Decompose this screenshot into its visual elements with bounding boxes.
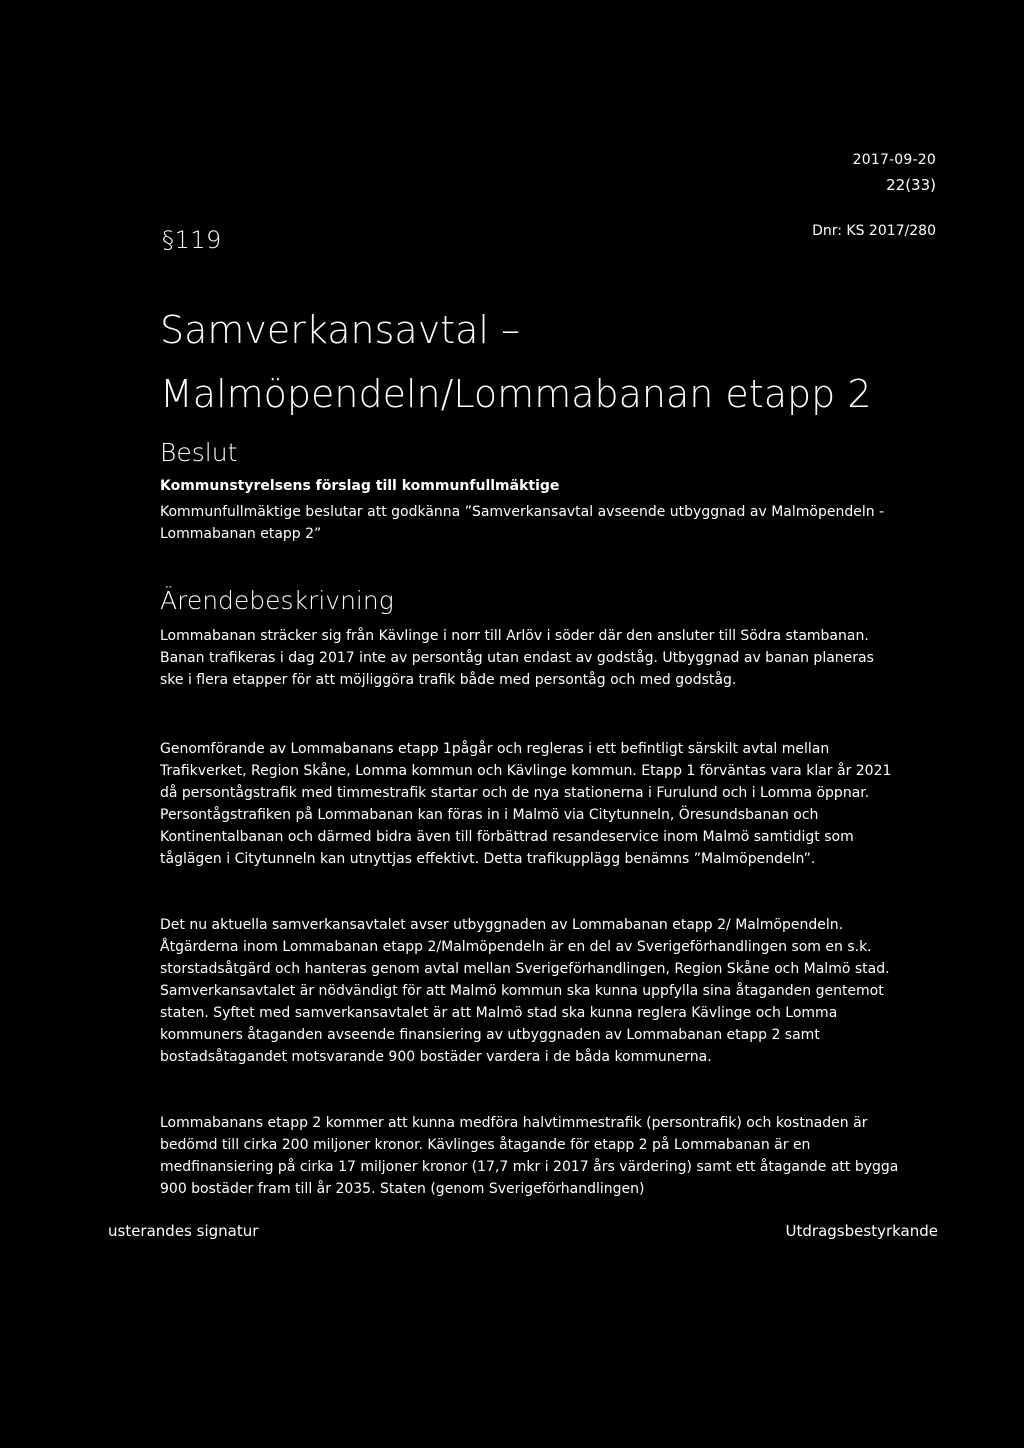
beslut-text: Kommunfullmäktige beslutar att godkänna ”Samverkansavtal avseende utbyggnad av Malmöpendeln - Lommabanan etapp 2”: [160, 504, 885, 542]
section-number: §119: [162, 226, 222, 254]
beslut-subheading: Kommunstyrelsens förslag till kommunfullmäktige: [160, 478, 560, 494]
document-date: 2017-09-20: [852, 152, 936, 168]
beslut-heading: Beslut: [160, 438, 238, 467]
arende-paragraph-2: Genomförande av Lommabanans etapp 1pågår och regleras i ett befintligt särskilt avtal mellan Trafikverket, Region Skåne, Lomma kommun och Kävlinge kommun. Etapp 1 förväntas vara klar år 2021 då persontågstrafik med timmestrafik startar och de nya stationerna i Furulund och i Lomma öppnar. Persontågstrafiken på Lommabanan kan föras in i Malmö via Citytunneln, Öresundsbanan och Kontinentalbanan och därmed bidra även till förbättrad resandeservice inom Malmö samtidigt som tåglägen i Citytunneln kan utnyttjas effektivt. Detta trafikupplägg benämns ”Malmöpendeln”.: [160, 741, 892, 867]
signature-label-right: Utdragsbestyrkande: [785, 1222, 938, 1240]
page-title: [160, 298, 940, 426]
diary-number: Dnr: KS 2017/280: [812, 223, 936, 239]
arende-paragraph-1: Lommabanan sträcker sig från Kävlinge i norr till Arlöv i söder där den ansluter till Södra stambanan. Banan trafikeras i dag 2017 inte av persontåg utan endast av godståg. Utbyggnad av banan planeras ske i flera etapper för att möjliggöra trafik både med persontåg och med godståg.: [160, 628, 874, 688]
title-line-1: Samverkansavtal –: [160, 308, 521, 352]
signature-label-left: usterandes signatur: [108, 1222, 259, 1240]
arende-paragraph-3: Det nu aktuella samverkansavtalet avser utbyggnaden av Lommabanan etapp 2/ Malmöpendeln. Åtgärderna inom Lommabanan etapp 2/Malmöpendeln är en del av Sverigeförhandlingen som en s.k. storstadsåtgärd och hanteras genom avtal mellan Sverigeförhandlingen, Region Skåne och Malmö stad. Samverkansavtalet är nödvändigt för att Malmö kommun ska kunna uppfylla sina åtaganden gentemot staten. Syftet med samverkansavtalet är att Malmö stad ska kunna reglera Kävlinge och Lomma kommuners åtaganden avseende finansiering av utbyggnaden av Lommabanan etapp 2 samt bostadsåtagandet motsvarande 900 bostäder vardera i de båda kommunerna.: [160, 917, 890, 1065]
title-line-2: Malmöpendeln/Lommabanan etapp 2: [160, 372, 872, 416]
arende-heading: Ärendebeskrivning: [160, 586, 394, 615]
page-number: 22(33): [886, 176, 936, 194]
arende-paragraph-4: Lommabanans etapp 2 kommer att kunna medföra halvtimmestrafik (persontrafik) och kostnaden är bedömd till cirka 200 miljoner kronor. Kävlinges åtagande för etapp 2 på Lommabanan är en medfinansiering på cirka 17 miljoner kronor (17,7 mkr i 2017 års värdering) samt ett åtagande att bygga 900 bostäder fram till år 2035. Staten (genom Sverigeförhandlingen): [160, 1115, 899, 1197]
